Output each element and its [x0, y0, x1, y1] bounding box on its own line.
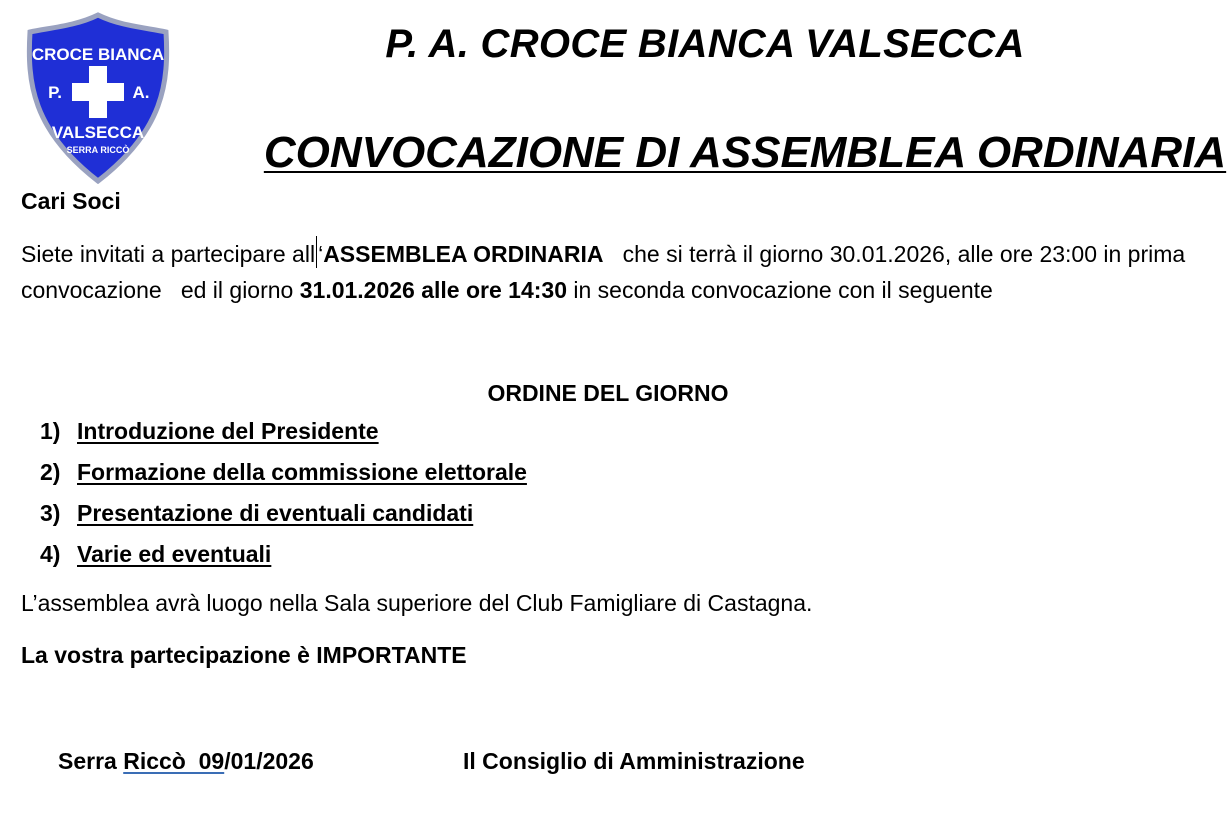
agenda-item-number: 3) [40, 500, 61, 526]
agenda-item-number: 4) [40, 541, 61, 567]
para-second-date: 31.01.2026 alle ore 14:30 [299, 277, 567, 303]
agenda-item-text: Introduzione del Presidente [77, 418, 379, 444]
para-apostrophe: ‘ [318, 241, 324, 267]
document-title: CONVOCAZIONE DI ASSEMBLEA ORDINARIA [263, 128, 1227, 177]
para-text-2: che si terrà il giorno 30.01.2026, alle ore 23:00 in prima convocazione ed il giorno [21, 241, 1192, 303]
agenda-item-number: 1) [40, 418, 61, 444]
agenda-item [40, 414, 527, 455]
logo-left-letter: P. [48, 83, 62, 102]
invitation-paragraph [21, 236, 1211, 308]
logo-bottom-text: VALSECCA [51, 123, 145, 142]
para-assembly-name: ASSEMBLEA ORDINARIA [323, 241, 604, 267]
para-text-1: Siete invitati a partecipare all [21, 241, 316, 267]
venue-text: L’assemblea avrà luogo nella Sala superiore del Club Famigliare di Castagna. [21, 590, 813, 616]
agenda-item [40, 455, 527, 496]
greeting: Cari Soci [21, 188, 121, 214]
place-date-underlined: Riccò 09 [123, 748, 225, 774]
logo-top-text: CROCE BIANCA [31, 45, 165, 64]
place-and-date [58, 748, 314, 775]
agenda-list [40, 414, 527, 578]
organization-title: P. A. CROCE BIANCA VALSECCA [385, 22, 1025, 66]
text-cursor [316, 236, 317, 268]
agenda-item-number: 2) [40, 459, 61, 485]
date-rest: /01/2026 [224, 748, 314, 774]
para-text-3: in seconda convocazione con il seguente [567, 277, 993, 303]
logo-right-letter: A. [132, 83, 150, 102]
agenda-title: ORDINE DEL GIORNO [487, 380, 729, 406]
logo-sub-text: SERRA RICCÒ [66, 145, 130, 155]
agenda-item-text: Varie ed eventuali [77, 541, 272, 567]
cross-horizontal [72, 83, 124, 101]
place-prefix: Serra [58, 748, 124, 774]
council-signature: Il Consiglio di Amministrazione [463, 748, 805, 774]
agenda-item [40, 496, 527, 537]
agenda-item [40, 537, 527, 578]
croce-bianca-logo [24, 12, 172, 184]
importance-note: La vostra partecipazione è IMPORTANTE [21, 642, 467, 668]
agenda-item-text: Presentazione di eventuali candidati [77, 500, 474, 526]
agenda-item-text: Formazione della commissione elettorale [77, 459, 527, 485]
